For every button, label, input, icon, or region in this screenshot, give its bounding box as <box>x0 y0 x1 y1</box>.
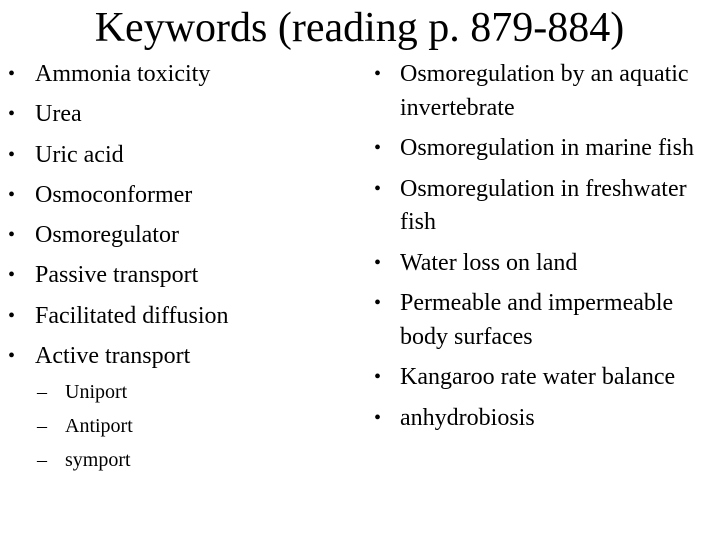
list-item <box>8 179 328 211</box>
keyword-text: Osmoconformer <box>35 181 193 208</box>
bullet-icon: • <box>8 143 16 166</box>
list-item <box>364 132 714 166</box>
keyword-text: Ammonia toxicity <box>35 61 211 87</box>
list-item <box>8 98 328 130</box>
keyword-text: Osmoregulation by an aquatic invertebrate <box>400 61 689 121</box>
keyword-text: Kangaroo rate water balance <box>400 364 676 390</box>
sub-keyword-text: Uniport <box>65 381 128 404</box>
transport-sublist <box>35 378 328 474</box>
list-item <box>364 58 714 125</box>
sub-keyword-text: Antiport <box>65 415 133 438</box>
bullet-icon: • <box>8 183 16 206</box>
sub-list-item <box>35 412 328 440</box>
keyword-text: Osmoregulation in freshwater fish <box>400 175 687 235</box>
bullet-icon: • <box>374 292 382 314</box>
bullet-icon: • <box>374 137 382 159</box>
keyword-text: Water loss on land <box>400 249 578 276</box>
sub-list-item <box>35 446 328 474</box>
keyword-text: Osmoregulation in marine fish <box>400 135 694 161</box>
list-item <box>8 300 328 332</box>
list-item <box>364 173 714 240</box>
list-item <box>8 340 328 474</box>
list-item <box>8 139 328 171</box>
bullet-icon: • <box>8 103 16 126</box>
keyword-text: Facilitated diffusion <box>35 302 229 329</box>
keyword-text: Osmoregulator <box>35 222 179 249</box>
dash-icon: – <box>37 415 47 438</box>
list-item <box>364 247 714 281</box>
bullet-icon: • <box>374 251 382 274</box>
list-item <box>364 361 714 395</box>
keyword-text: Uric acid <box>35 141 124 168</box>
list-item <box>8 58 328 90</box>
bullet-icon: • <box>374 366 382 388</box>
bullet-icon: • <box>374 63 382 85</box>
sub-list-item <box>35 378 328 406</box>
bullet-icon: • <box>8 345 16 368</box>
dash-icon: – <box>37 449 47 472</box>
slide-title: Keywords (reading p. 879-884) <box>94 5 625 51</box>
keyword-text: Passive transport <box>35 262 199 289</box>
left-keyword-list <box>8 58 328 482</box>
sub-keyword-text: symport <box>65 449 131 472</box>
bullet-icon: • <box>374 406 382 429</box>
keyword-text: Active transport <box>35 343 191 370</box>
list-item <box>364 287 714 354</box>
bullet-icon: • <box>8 264 16 287</box>
bullet-icon: • <box>374 177 382 200</box>
list-item <box>364 402 714 436</box>
list-item <box>8 259 328 291</box>
keyword-text: Permeable and impermeable body surfaces <box>400 290 674 350</box>
list-item <box>8 219 328 251</box>
keyword-text: Urea <box>35 101 82 128</box>
right-keyword-list <box>364 58 714 442</box>
bullet-icon: • <box>8 304 16 327</box>
dash-icon: – <box>37 381 47 404</box>
bullet-icon: • <box>8 224 16 247</box>
bullet-icon: • <box>8 63 16 85</box>
keyword-text: anhydrobiosis <box>400 404 535 431</box>
